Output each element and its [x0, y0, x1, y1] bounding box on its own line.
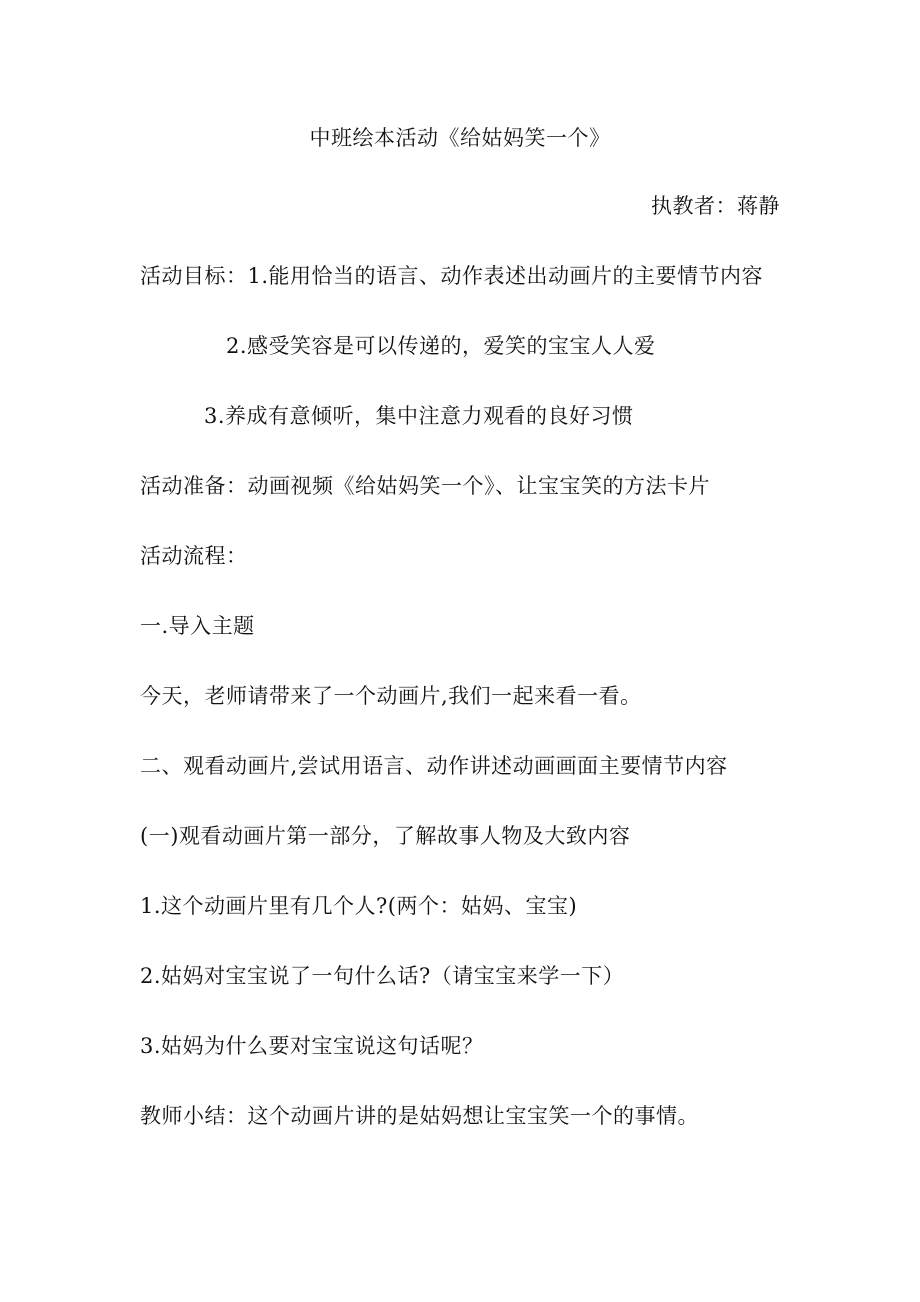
- teacher-summary: 教师小结：这个动画片讲的是姑妈想让宝宝笑一个的事情。: [140, 1104, 699, 1128]
- question-2: 2.姑妈对宝宝说了一句什么话?（请宝宝来学一下）: [140, 964, 625, 988]
- page-title: 中班绘本活动《给姑妈笑一个》: [309, 126, 611, 150]
- subsection-1-heading: (一)观看动画片第一部分，了解故事人物及大致内容: [140, 824, 631, 848]
- activity-process-heading: 活动流程：: [140, 544, 248, 568]
- activity-goal-3: 3.养成有意倾听，集中注意力观看的良好习惯: [204, 404, 634, 428]
- activity-goal-2: 2.感受笑容是可以传递的，爱笑的宝宝人人爱: [226, 334, 656, 358]
- activity-preparation: 活动准备：动画视频《给姑妈笑一个》、让宝宝笑的方法卡片: [140, 474, 710, 498]
- paragraph-intro: 今天，老师请带来了一个动画片,我们一起来看一看。: [140, 684, 642, 708]
- section-1-heading: 一.导入主题: [140, 614, 255, 638]
- question-3: 3.姑妈为什么要对宝宝说这句话呢？: [140, 1034, 484, 1058]
- author-line: 执教者：蒋静: [651, 194, 780, 218]
- section-2-heading: 二、观看动画片,尝试用语言、动作讲述动画画面主要情节内容: [140, 754, 728, 778]
- question-1: 1.这个动画片里有几个人?(两个：姑妈、宝宝): [140, 894, 578, 918]
- activity-goal-1: 活动目标：1.能用恰当的语言、动作表述出动画片的主要情节内容: [140, 264, 764, 288]
